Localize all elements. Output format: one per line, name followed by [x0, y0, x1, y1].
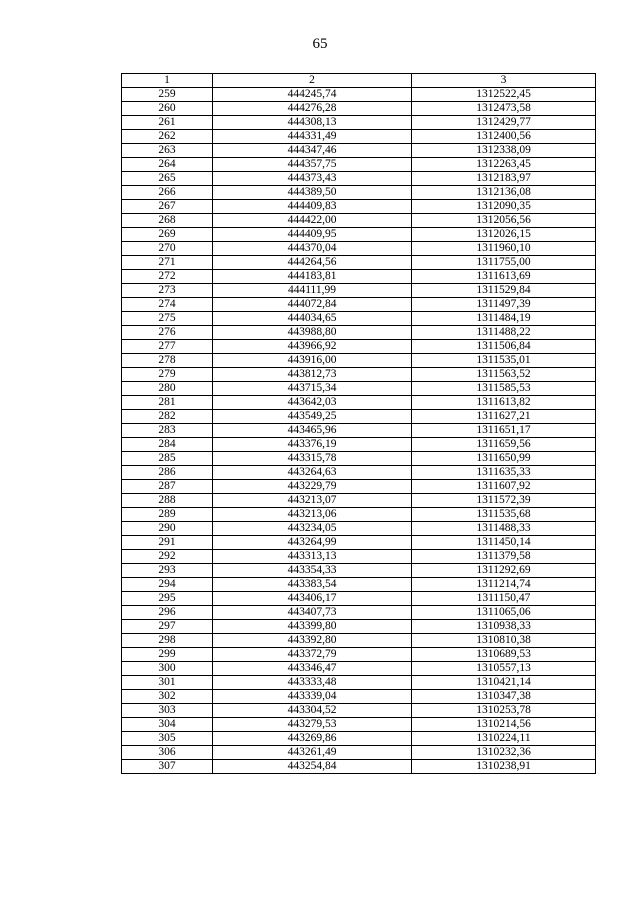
- table-row: [122, 256, 596, 270]
- table-row: [122, 662, 596, 676]
- table-cell-col3: 1312056,56: [412, 214, 596, 228]
- table-row: [122, 746, 596, 760]
- table-cell-col1: 306: [122, 746, 213, 760]
- table-row: [122, 606, 596, 620]
- table-cell-col1: 273: [122, 284, 213, 298]
- table-cell-col2: 444331,49: [213, 130, 412, 144]
- table-cell-col3: 1311497,39: [412, 298, 596, 312]
- table-cell-col2: 443313,13: [213, 550, 412, 564]
- table-cell-col1: 275: [122, 312, 213, 326]
- table-row: [122, 396, 596, 410]
- table-cell-col1: 286: [122, 466, 213, 480]
- table-body: [122, 88, 596, 774]
- table-cell-col1: 270: [122, 242, 213, 256]
- table-cell-col3: 1311613,82: [412, 396, 596, 410]
- table-cell-col2: 443399,80: [213, 620, 412, 634]
- table-row: [122, 466, 596, 480]
- table-cell-col1: 279: [122, 368, 213, 382]
- page-number: 65: [312, 36, 328, 52]
- table-cell-col3: 1310938,33: [412, 620, 596, 634]
- table-cell-col1: 300: [122, 662, 213, 676]
- table-cell-col1: 292: [122, 550, 213, 564]
- table-cell-col2: 443279,53: [213, 718, 412, 732]
- table-cell-col3: 1312026,15: [412, 228, 596, 242]
- table-cell-col1: 262: [122, 130, 213, 144]
- table-cell-col3: 1310214,56: [412, 718, 596, 732]
- table-cell-col1: 280: [122, 382, 213, 396]
- table-cell-col2: 444111,99: [213, 284, 412, 298]
- table-cell-col3: 1311535,01: [412, 354, 596, 368]
- table-cell-col1: 272: [122, 270, 213, 284]
- table-cell-col2: 444409,83: [213, 200, 412, 214]
- table-row: [122, 760, 596, 774]
- table-cell-col1: 276: [122, 326, 213, 340]
- table-cell-col3: 1312522,45: [412, 88, 596, 102]
- table-cell-col3: 1311450,14: [412, 536, 596, 550]
- table-cell-col3: 1312429,77: [412, 116, 596, 130]
- table-cell-col2: 444034,65: [213, 312, 412, 326]
- table-cell-col1: 291: [122, 536, 213, 550]
- table-row: [122, 648, 596, 662]
- table-row: [122, 690, 596, 704]
- table-cell-col1: 282: [122, 410, 213, 424]
- table-row: [122, 242, 596, 256]
- table-cell-col3: 1312263,45: [412, 158, 596, 172]
- table-row: [122, 354, 596, 368]
- table-row: [122, 550, 596, 564]
- table-row: [122, 676, 596, 690]
- table-cell-col1: 278: [122, 354, 213, 368]
- table-cell-col3: 1312338,09: [412, 144, 596, 158]
- table-row: [122, 452, 596, 466]
- table-cell-col2: 444357,75: [213, 158, 412, 172]
- table-cell-col2: 444264,56: [213, 256, 412, 270]
- table-cell-col3: 1311627,21: [412, 410, 596, 424]
- table-cell-col2: 444347,46: [213, 144, 412, 158]
- table-cell-col1: 295: [122, 592, 213, 606]
- table-cell-col2: 444183,81: [213, 270, 412, 284]
- table-row: [122, 88, 596, 102]
- table-cell-col3: 1311488,22: [412, 326, 596, 340]
- table-row: [122, 634, 596, 648]
- table-cell-col1: 302: [122, 690, 213, 704]
- table-header: [122, 74, 596, 88]
- table-cell-col2: 443213,06: [213, 508, 412, 522]
- table-cell-col2: 443254,84: [213, 760, 412, 774]
- table-cell-col2: 443229,79: [213, 480, 412, 494]
- table-cell-col1: 304: [122, 718, 213, 732]
- table-cell-col3: 1311150,47: [412, 592, 596, 606]
- table-cell-col2: 443392,80: [213, 634, 412, 648]
- table-cell-col1: 296: [122, 606, 213, 620]
- table-row: [122, 578, 596, 592]
- table-cell-col1: 265: [122, 172, 213, 186]
- table-row: [122, 298, 596, 312]
- table-cell-col3: 1311651,17: [412, 424, 596, 438]
- table-cell-col3: 1311488,33: [412, 522, 596, 536]
- coordinates-table: [121, 73, 596, 774]
- table-row: [122, 130, 596, 144]
- table-cell-col3: 1311607,92: [412, 480, 596, 494]
- table-cell-col1: 285: [122, 452, 213, 466]
- table-cell-col2: 443304,52: [213, 704, 412, 718]
- table-cell-col3: 1312090,35: [412, 200, 596, 214]
- table-row: [122, 312, 596, 326]
- table-row: [122, 704, 596, 718]
- table-cell-col1: 297: [122, 620, 213, 634]
- table-cell-col1: 277: [122, 340, 213, 354]
- table-row: [122, 592, 596, 606]
- table-cell-col1: 281: [122, 396, 213, 410]
- table-row: [122, 200, 596, 214]
- table-row: [122, 382, 596, 396]
- table-cell-col2: 444276,28: [213, 102, 412, 116]
- table-cell-col3: 1311650,99: [412, 452, 596, 466]
- table-cell-col2: 443269,86: [213, 732, 412, 746]
- table-cell-col2: 444409,95: [213, 228, 412, 242]
- table-cell-col3: 1312183,97: [412, 172, 596, 186]
- table-cell-col2: 443264,63: [213, 466, 412, 480]
- table-cell-col3: 1311563,52: [412, 368, 596, 382]
- table-cell-col2: 443642,03: [213, 396, 412, 410]
- column-header-3: 3: [412, 74, 596, 88]
- table-cell-col2: 443261,49: [213, 746, 412, 760]
- table-cell-col3: 1311572,39: [412, 494, 596, 508]
- table-row: [122, 172, 596, 186]
- table-cell-col1: 289: [122, 508, 213, 522]
- table-row: [122, 340, 596, 354]
- table-row: [122, 438, 596, 452]
- column-header-1: 1: [122, 74, 213, 88]
- table-cell-col1: 261: [122, 116, 213, 130]
- table-cell-col3: 1312400,56: [412, 130, 596, 144]
- table-cell-col3: 1311635,33: [412, 466, 596, 480]
- table-cell-col2: 443812,73: [213, 368, 412, 382]
- table-cell-col1: 264: [122, 158, 213, 172]
- table-cell-col2: 443346,47: [213, 662, 412, 676]
- table-row: [122, 214, 596, 228]
- table-cell-col3: 1311379,58: [412, 550, 596, 564]
- table-cell-col3: 1310421,14: [412, 676, 596, 690]
- table-cell-col3: 1310689,53: [412, 648, 596, 662]
- table-row: [122, 508, 596, 522]
- table-cell-col1: 274: [122, 298, 213, 312]
- table-row: [122, 522, 596, 536]
- table-cell-col2: 443264,99: [213, 536, 412, 550]
- table-cell-col1: 294: [122, 578, 213, 592]
- table-cell-col1: 290: [122, 522, 213, 536]
- header-row: [122, 74, 596, 88]
- table-row: [122, 494, 596, 508]
- table-cell-col3: 1311960,10: [412, 242, 596, 256]
- table-cell-col1: 263: [122, 144, 213, 158]
- table-row: [122, 186, 596, 200]
- table-cell-col3: 1311292,69: [412, 564, 596, 578]
- table-cell-col3: 1310557,13: [412, 662, 596, 676]
- table-row: [122, 284, 596, 298]
- table-row: [122, 718, 596, 732]
- table-cell-col2: 443376,19: [213, 438, 412, 452]
- table-row: [122, 158, 596, 172]
- table-cell-col3: 1311755,00: [412, 256, 596, 270]
- table-row: [122, 368, 596, 382]
- table-cell-col2: 443333,48: [213, 676, 412, 690]
- table-cell-col3: 1311613,69: [412, 270, 596, 284]
- table-cell-col3: 1311065,06: [412, 606, 596, 620]
- table-cell-col3: 1312473,58: [412, 102, 596, 116]
- table-cell-col2: 443549,25: [213, 410, 412, 424]
- table-cell-col2: 443234,05: [213, 522, 412, 536]
- table-cell-col2: 443213,07: [213, 494, 412, 508]
- table-row: [122, 732, 596, 746]
- table-row: [122, 228, 596, 242]
- table-cell-col2: 443383,54: [213, 578, 412, 592]
- table-row: [122, 326, 596, 340]
- table-row: [122, 564, 596, 578]
- table-cell-col2: 443339,04: [213, 690, 412, 704]
- table-cell-col3: 1310224,11: [412, 732, 596, 746]
- table-cell-col1: 293: [122, 564, 213, 578]
- table-cell-col2: 444308,13: [213, 116, 412, 130]
- table-cell-col1: 305: [122, 732, 213, 746]
- table-cell-col2: 443407,73: [213, 606, 412, 620]
- table-cell-col1: 288: [122, 494, 213, 508]
- table-cell-col3: 1311484,19: [412, 312, 596, 326]
- table-cell-col1: 301: [122, 676, 213, 690]
- table-cell-col3: 1310347,38: [412, 690, 596, 704]
- table-cell-col3: 1310238,91: [412, 760, 596, 774]
- table-cell-col1: 298: [122, 634, 213, 648]
- table-cell-col2: 443988,80: [213, 326, 412, 340]
- table-row: [122, 620, 596, 634]
- table-cell-col2: 443354,33: [213, 564, 412, 578]
- table-cell-col1: 283: [122, 424, 213, 438]
- table-cell-col1: 303: [122, 704, 213, 718]
- table-cell-col2: 443916,00: [213, 354, 412, 368]
- column-header-2: 2: [213, 74, 412, 88]
- table-cell-col2: 444373,43: [213, 172, 412, 186]
- table-row: [122, 102, 596, 116]
- table-row: [122, 144, 596, 158]
- table-cell-col2: 443406,17: [213, 592, 412, 606]
- table-cell-col2: 444072,84: [213, 298, 412, 312]
- table-row: [122, 116, 596, 130]
- table-cell-col1: 260: [122, 102, 213, 116]
- table-cell-col2: 444422,00: [213, 214, 412, 228]
- table-cell-col3: 1310232,36: [412, 746, 596, 760]
- table-cell-col1: 307: [122, 760, 213, 774]
- table-cell-col3: 1311535,68: [412, 508, 596, 522]
- table-cell-col3: 1311529,84: [412, 284, 596, 298]
- table-cell-col1: 266: [122, 186, 213, 200]
- table-row: [122, 536, 596, 550]
- table-cell-col3: 1312136,08: [412, 186, 596, 200]
- table-cell-col2: 443372,79: [213, 648, 412, 662]
- table-cell-col1: 267: [122, 200, 213, 214]
- table-cell-col1: 269: [122, 228, 213, 242]
- table-row: [122, 480, 596, 494]
- table-cell-col3: 1311214,74: [412, 578, 596, 592]
- table-row: [122, 410, 596, 424]
- table-cell-col1: 268: [122, 214, 213, 228]
- table-cell-col2: 444245,74: [213, 88, 412, 102]
- table-cell-col3: 1311506,84: [412, 340, 596, 354]
- table-cell-col2: 443315,78: [213, 452, 412, 466]
- table-cell-col2: 443465,96: [213, 424, 412, 438]
- table-cell-col1: 287: [122, 480, 213, 494]
- table-cell-col3: 1310253,78: [412, 704, 596, 718]
- table-row: [122, 424, 596, 438]
- table-cell-col1: 299: [122, 648, 213, 662]
- table-cell-col2: 444389,50: [213, 186, 412, 200]
- table-cell-col1: 259: [122, 88, 213, 102]
- table-cell-col2: 443966,92: [213, 340, 412, 354]
- table-cell-col3: 1310810,38: [412, 634, 596, 648]
- table-cell-col3: 1311585,53: [412, 382, 596, 396]
- table-row: [122, 270, 596, 284]
- table-cell-col2: 444370,04: [213, 242, 412, 256]
- table-cell-col2: 443715,34: [213, 382, 412, 396]
- table-cell-col1: 271: [122, 256, 213, 270]
- table-cell-col3: 1311659,56: [412, 438, 596, 452]
- table-cell-col1: 284: [122, 438, 213, 452]
